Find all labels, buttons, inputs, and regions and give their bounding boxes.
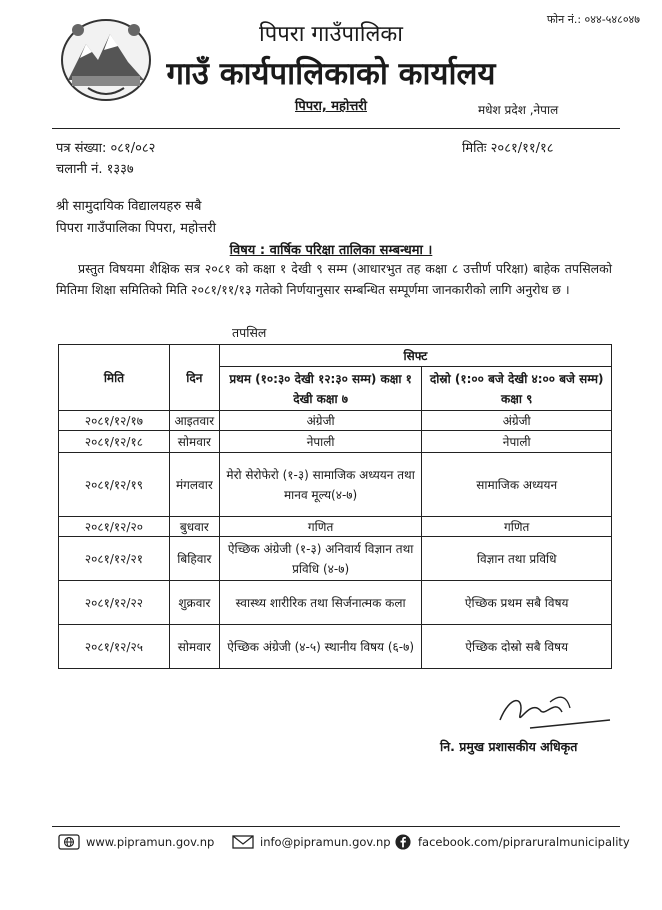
row-second: विज्ञान तथा प्रविधि xyxy=(422,537,612,581)
email-text: info@pipramun.gov.np xyxy=(260,835,391,849)
signature-mark xyxy=(470,690,620,738)
footer-website[interactable] xyxy=(58,834,214,850)
body-paragraph: प्रस्तुत विषयमा शैक्षिक सत्र २०८१ को कक्षा १ देखी ९ सम्म (आधारभुत तह कक्षा ८ उत्तीर्ण परिक्षा) बाहेक तपसिलको मितिमा शिक्षा समितिको मिति २०८१/११/१३ गतेको निर्णयानुसार सम्बन्धित सम्पूर्णमा जानकारीको लागि अनुरोध छ । xyxy=(56,261,612,297)
row-day: बिहिवार xyxy=(169,537,219,581)
table-row xyxy=(59,625,612,669)
row-first: गणित xyxy=(219,517,422,537)
row-day: सोमवार xyxy=(169,625,219,669)
row-day: मंगलवार xyxy=(169,453,219,517)
header-shift: सिफ्ट xyxy=(219,345,611,367)
row-first: ऐच्छिक अंग्रेजी (१-३) अनिवार्य विज्ञान तथा प्रविधि (४-७) xyxy=(219,537,422,581)
signatory-title: नि. प्रमुख प्रशासकीय अधिकृत xyxy=(440,739,578,754)
header-date: मिति xyxy=(59,345,170,411)
table-row xyxy=(59,537,612,581)
facebook-text: facebook.com/piprarural​municipality xyxy=(418,835,630,849)
letter-number: पत्र संख्या: ०८१/०८२ xyxy=(56,141,156,156)
row-day: बुधवार xyxy=(169,517,219,537)
row-day: आइतवार xyxy=(169,411,219,431)
footer-divider xyxy=(52,826,620,827)
office-title: गाउँ कार्यपालिकाको कार्यालय xyxy=(166,56,496,92)
row-date: २०८१/१२/१९ xyxy=(59,453,170,517)
row-date: २०८१/१२/२२ xyxy=(59,581,170,625)
row-first: स्वास्थ्य शारीरिक तथा सिर्जनात्मक कला xyxy=(219,581,422,625)
row-first: अंग्रेजी xyxy=(219,411,422,431)
row-second: सामाजिक अध्ययन xyxy=(422,453,612,517)
header-first-shift: प्रथम (१०:३० देखी १२:३० सम्म) कक्षा १ देखी कक्षा ७ xyxy=(219,367,422,411)
table-row xyxy=(59,411,612,431)
facebook-icon xyxy=(394,834,412,850)
office-address: पिपरा, महोत्तरी xyxy=(295,99,367,114)
header-second-shift: दोस्रो (१:०० बजे देखी ४:०० बजे सम्म) कक्षा ९ xyxy=(422,367,612,411)
header-divider xyxy=(52,128,620,129)
subject: विषय : वार्षिक परिक्षा तालिका सम्बन्धमा । xyxy=(229,243,433,258)
table-row xyxy=(59,453,612,517)
footer-email[interactable] xyxy=(232,834,391,850)
row-day: सोमवार xyxy=(169,431,219,453)
dispatch-number: चलानी नं. १३३७ xyxy=(56,162,134,177)
letter-date: मितिः २०८१/११/१८ xyxy=(462,141,554,156)
email-icon xyxy=(232,834,254,850)
row-day: शुक्रवार xyxy=(169,581,219,625)
row-date: २०८१/१२/२० xyxy=(59,517,170,537)
row-first: नेपाली xyxy=(219,431,422,453)
row-second: ऐच्छिक दोस्रो सबै विषय xyxy=(422,625,612,669)
office-name: पिपरा गाउँपालिका xyxy=(259,22,403,47)
globe-icon xyxy=(58,834,80,850)
recipient-line-1: श्री सामुदायिक विद्यालयहरु सबै xyxy=(56,199,202,214)
row-second: ऐच्छिक प्रथम सबै विषय xyxy=(422,581,612,625)
footer-facebook[interactable] xyxy=(394,834,630,850)
table-row xyxy=(59,517,612,537)
header-day: दिन xyxy=(169,345,219,411)
province: मधेश प्रदेश ,नेपाल xyxy=(478,103,559,117)
table-row xyxy=(59,581,612,625)
exam-schedule-table xyxy=(58,344,612,669)
row-second: अंग्रेजी xyxy=(422,411,612,431)
recipient-line-2: पिपरा गाउँपालिका पिपरा, महोत्तरी xyxy=(56,221,216,236)
row-second: नेपाली xyxy=(422,431,612,453)
row-first: ऐच्छिक अंग्रेजी (४-५) स्थानीय विषय (६-७) xyxy=(219,625,422,669)
row-date: २०८१/१२/२१ xyxy=(59,537,170,581)
phone-number: फोन नं.: ०४४-५४८०४७ xyxy=(546,13,640,26)
website-text: www.pipramun.gov.np xyxy=(86,835,215,849)
row-first: मेरो सेरोफेरो (१-३) सामाजिक अध्ययन तथा मानव मूल्य(४-७) xyxy=(219,453,422,517)
row-date: २०८१/१२/१७ xyxy=(59,411,170,431)
row-date: २०८१/१२/१८ xyxy=(59,431,170,453)
table-row xyxy=(59,431,612,453)
row-second: गणित xyxy=(422,517,612,537)
tapasil-label: तपसिल xyxy=(232,325,267,340)
row-date: २०८१/१२/२५ xyxy=(59,625,170,669)
